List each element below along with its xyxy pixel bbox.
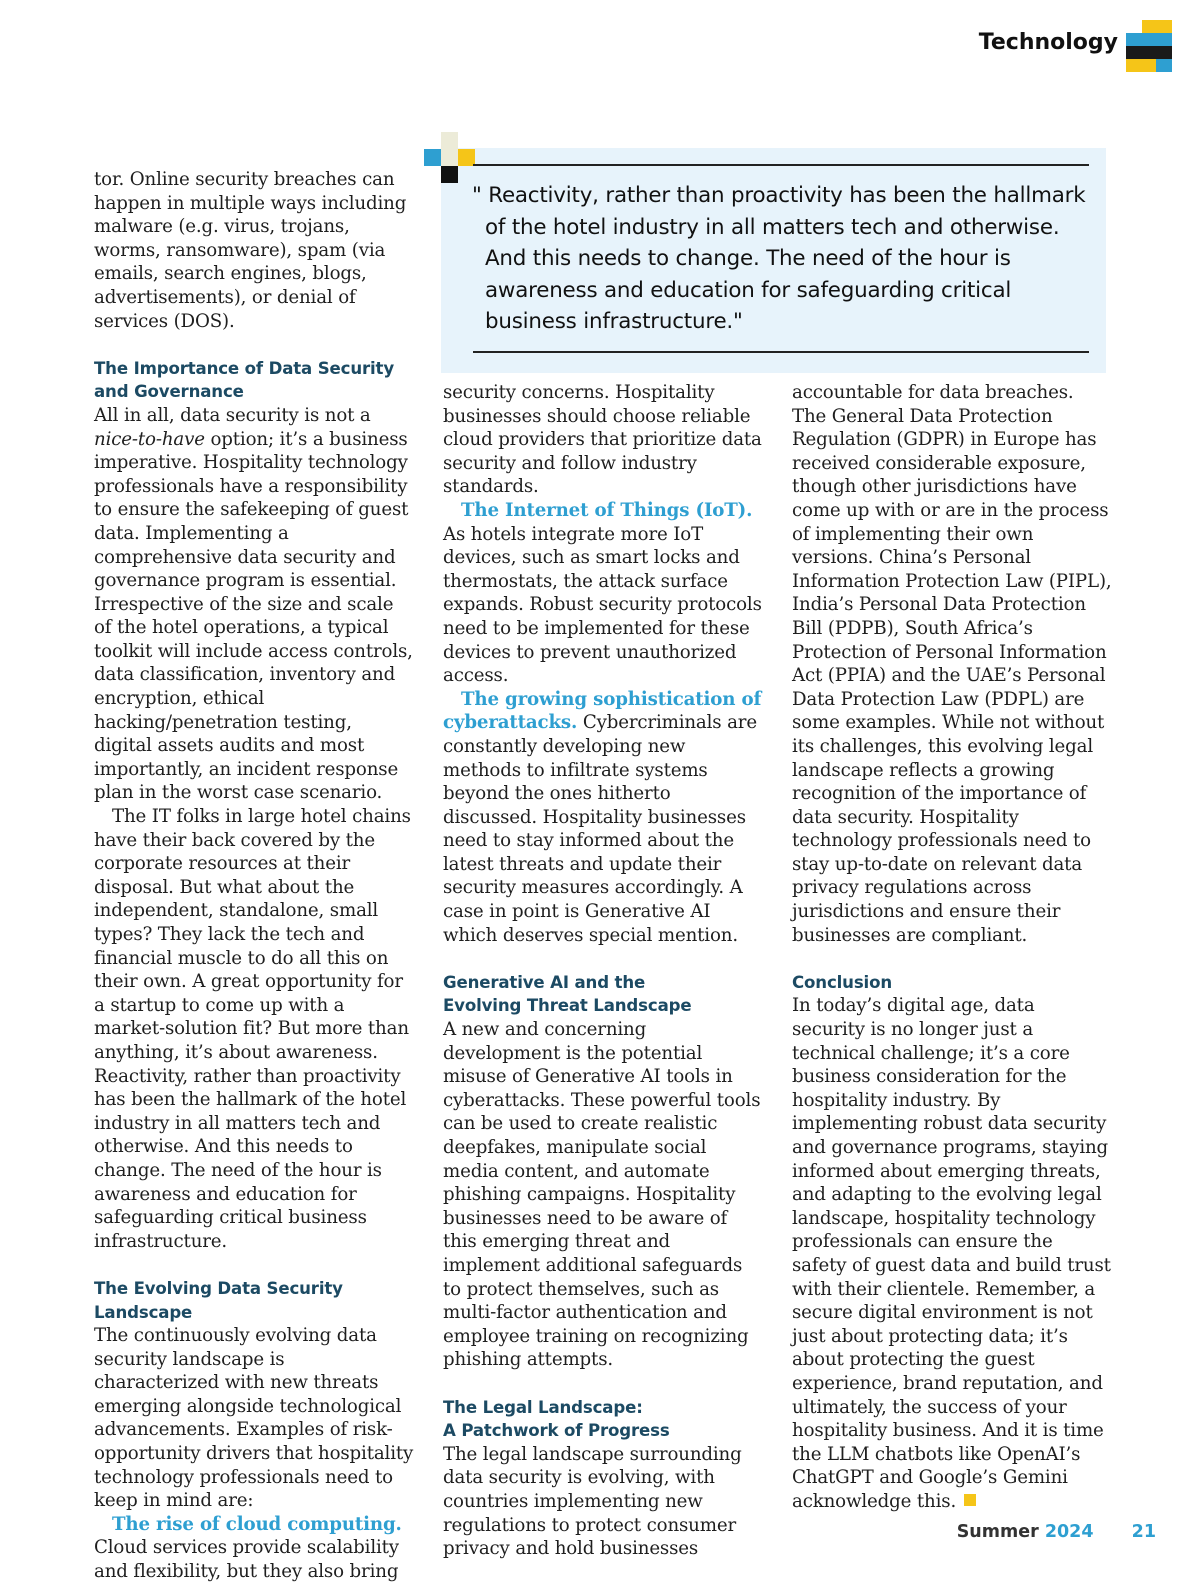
page-footer: [957, 1522, 1156, 1542]
right-column: [792, 381, 1112, 1514]
paragraph: accountable for data breaches. The General Data Protection Regulation (GDPR) in Europe has received considerable exposure, though other jurisdictions have come up with or are in the process of implementing their own versions. China’s Personal Information Protection Law (PIPL), India’s Personal Data Protection Bill (PDPB), South Africa’s Protection of Personal Information Act (PPIA) and the UAE’s Personal Data Protection Law (PDPL) are some examples. While not without its challenges, this evolving legal landscape reflects a growing recognition of the importance of data security. Hospitality technology professionals need to stay up-to-date on relevant data privacy regulations across jurisdictions and ensure their businesses are compliant.: [792, 382, 1112, 946]
heading-evolving-landscape: The Evolving Data Security Landscape: [94, 1278, 343, 1322]
paragraph: The Internet of Things (IoT). As hotels integrate more IoT devices, such as smart locks and thermostats, the attack surface expands. Robust security protocols need to be implemented for these devices to prevent unauthorized access.: [443, 499, 762, 687]
quote-line: business infrastructure.": [485, 309, 743, 334]
middle-column: [443, 381, 763, 1561]
heading-generative-ai: Generative AI and the Evolving Threat Landscape: [443, 972, 692, 1016]
end-mark-icon: [964, 1494, 976, 1506]
quote-line: of the hotel industry in all matters tech and otherwise.: [485, 214, 1060, 240]
heading-data-security-governance: The Importance of Data Security and Governance: [94, 358, 395, 402]
quote-line: And this needs to change. The need of the hour is: [485, 246, 1011, 271]
paragraph: All in all, data security is not a nice-to-have option; it’s a business imperative. Hospitality technology professionals have a responsibility to ensure the safekeeping of guest data. Implementing a comprehensive data security and governance program is essential. Irrespective of the size and scale of the hotel operations, a typical toolkit will include access controls, data classification, inventory and encryption, ethical hacking/penetration testing, digital assets audits and most importantly, an incident response plan in the worst case scenario.: [94, 404, 413, 804]
pull-quote: [472, 180, 1102, 338]
paragraph: security concerns. Hospitality businesses should choose reliable cloud providers that prioritize data security and follow industry standards.: [443, 382, 762, 498]
paragraph: The rise of cloud computing. Cloud services provide scalability and flexibility, but they also bring: [94, 1513, 402, 1583]
paragraph: The IT folks in large hotel chains have their back covered by the corporate resources at their disposal. But what about the independent, standalone, small types? They lack the tech and financial muscle to do all this on their own. A great opportunity for a startup to come up with a market-solution fit? But more than anything, it’s about awareness. Reactivity, rather than proactivity has been the hallmark of the hotel industry in all matters tech and otherwise. And this needs to change. The need of the hour is awareness and education for safeguarding critical business infrastructure.: [94, 806, 411, 1252]
paragraph: The continuously evolving data security landscape is characterized with new threats emerging alongside technological advancements. Examples of risk-opportunity drivers that hospitality technology professionals need to keep in mind are:: [94, 1325, 414, 1512]
quote-line: " Reactivity, rather than proactivity has been the hallmark: [472, 183, 1086, 208]
paragraph: The legal landscape surrounding data security is evolving, with countries implementing new regulations to protect consumer privacy and hold businesses: [443, 1443, 742, 1560]
heading-conclusion: Conclusion: [792, 972, 893, 992]
page-number: 21: [1131, 1522, 1156, 1542]
paragraph: The growing sophistication of cyberattacks. Cybercriminals are constantly developing new methods to infiltrate systems beyond the ones hitherto discussed. Hospitality businesses need to stay informed about the latest threats and update their security measures accordingly. A case in point is Generative AI which deserves special mention.: [443, 688, 762, 946]
section-label: Technology: [978, 30, 1118, 55]
paragraph: tor. Online security breaches can happen in multiple ways including malware (e.g. virus, trojans, worms, ransomware), spam (via emails, search engines, blogs, advertisements), or denial of services (DOS).: [94, 169, 407, 332]
quote-line: awareness and education for safeguarding critical: [485, 277, 1012, 303]
quote-decoration-icon: [424, 132, 476, 184]
left-column: [94, 168, 414, 1584]
heading-legal-landscape: The Legal Landscape: A Patchwork of Progress: [443, 1397, 670, 1441]
quote-top-rule: [473, 164, 1089, 166]
section-logo-icon: [1126, 20, 1172, 72]
footer-year: 2024: [1044, 1522, 1094, 1542]
paragraph: A new and concerning development is the potential misuse of Generative AI tools in cyberattacks. These powerful tools can be used to create realistic deepfakes, manipulate social media content, and automate phishing campaigns. Hospitality businesses need to be aware of this emerging threat and implement additional safeguards to protect themselves, such as multi-factor authentication and employee training on recognizing phishing attempts.: [443, 1019, 761, 1371]
quote-bottom-rule: [473, 351, 1089, 353]
paragraph: In today’s digital age, data security is no longer just a technical challenge; it’s a core business consideration for the hospitality industry. By implementing robust data security and governance programs, staying informed about emerging threats, and adapting to the evolving legal landscape, hospitality technology professionals can ensure the safety of guest data and build trust with their clientele. Remember, a secure digital environment is not just about protecting data; it’s about protecting the guest experience, brand reputation, and ultimately, the success of your hospitality business. And it is time the LLM chatbots like OpenAI’s ChatGPT and Google’s Gemini acknowledge this.: [792, 995, 1111, 1512]
footer-season: Summer: [956, 1522, 1039, 1542]
